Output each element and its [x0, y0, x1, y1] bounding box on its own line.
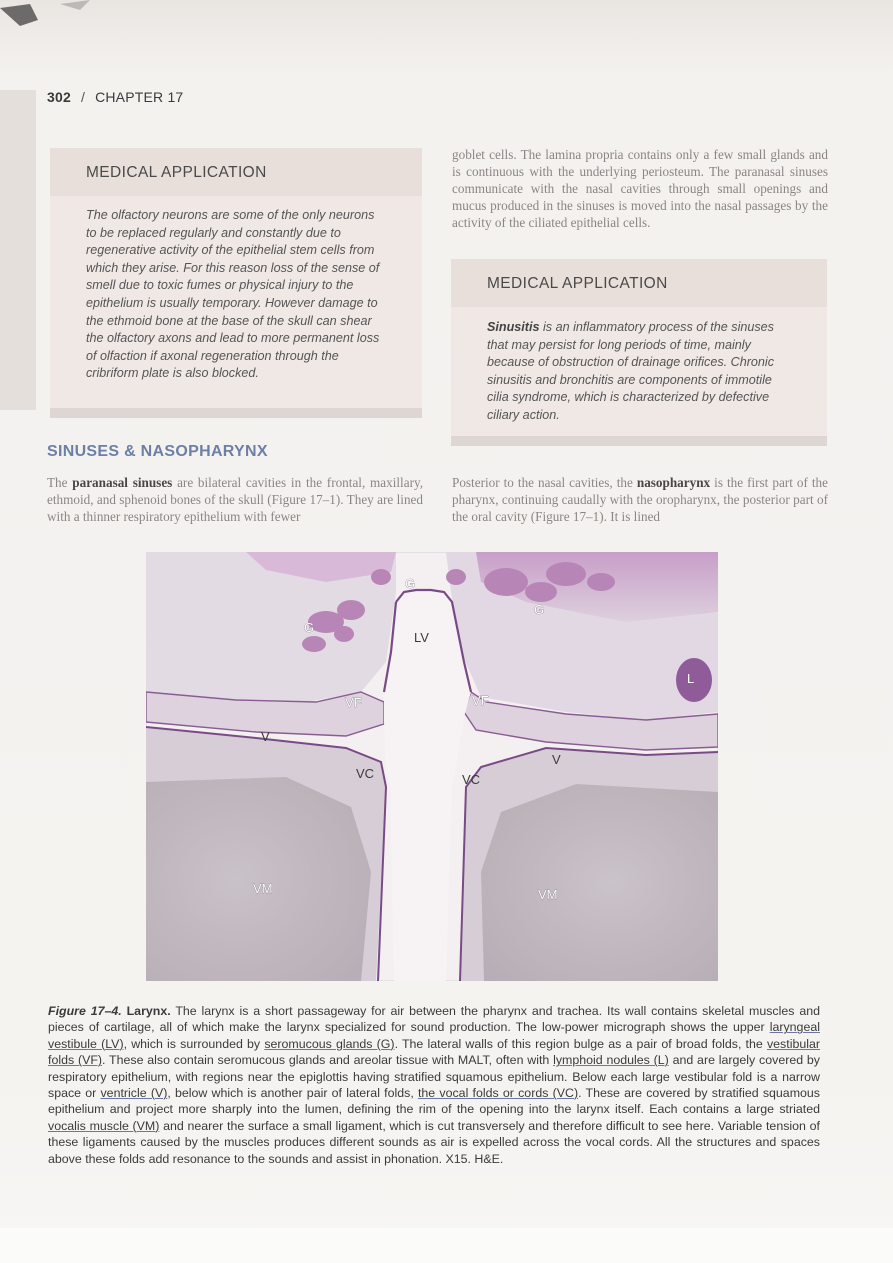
label-VM-right: VM — [538, 887, 558, 902]
box-title: MEDICAL APPLICATION — [86, 164, 267, 181]
medical-application-box-right — [451, 259, 827, 446]
page-bottom-margin — [0, 1228, 893, 1263]
label-VF-right: VF — [472, 693, 489, 708]
chapter-label: CHAPTER 17 — [95, 89, 184, 105]
figure-caption — [48, 1003, 820, 1167]
label-G-top: G — [405, 576, 416, 591]
page-gutter-tab — [0, 90, 36, 410]
nasopharynx-term: nasopharynx — [636, 475, 711, 490]
caption-text: , which is surrounded by — [123, 1036, 265, 1051]
label-G-left: G — [304, 620, 315, 635]
paranasal-term: paranasal sinuses — [72, 475, 173, 490]
label-VC-left: VC — [356, 766, 375, 781]
para-text: are bilateral cavities in the frontal, maxillary, ethmoid, and sphenoid bones of the skull (Figure 17–1). They are lined with a thinner respiratory epithelium with fewer — [47, 475, 423, 524]
nasopharynx-paragraph — [452, 474, 828, 525]
label-LV: LV — [414, 630, 429, 645]
box-title: MEDICAL APPLICATION — [487, 275, 668, 292]
para-text: Posterior to the nasal cavities, the — [452, 475, 637, 490]
figure-title: Larynx. — [126, 1004, 171, 1018]
vocalis-muscle-left — [146, 777, 371, 981]
caption-term-vc: the vocal folds or cords (VC) — [417, 1086, 579, 1101]
para-text: is the first part of the pharynx, continuing caudally with the oropharynx, the posterior part of the oral cavity (Figure 17–1). It is lined — [452, 475, 828, 524]
label-VF-left: VF — [345, 695, 362, 710]
paranasal-paragraph — [47, 474, 423, 525]
section-heading: SINUSES & NASOPHARYNX — [47, 443, 268, 460]
page-number: 302 — [47, 89, 71, 105]
label-V-right: V — [552, 752, 561, 767]
box-bottom-band — [50, 408, 422, 418]
figure-label: Figure 17–4. — [48, 1004, 122, 1018]
caption-text: and are largely covered by respiratory epithelium, with regions near the epiglottis having stratified squamous epithelium. Below each large vestibular fold is a narrow space or — [48, 1053, 820, 1101]
caption-text: . The lateral walls of this region bulge as a pair of broad folds, the — [394, 1036, 767, 1051]
para-text: The — [47, 475, 73, 490]
running-head — [47, 89, 183, 105]
label-VM-left: VM — [253, 881, 273, 896]
box-text — [487, 319, 793, 425]
caption-term-vf: vestibular folds (VF) — [48, 1036, 820, 1068]
scan-corner-mark — [0, 0, 200, 40]
vocalis-muscle-right — [481, 784, 718, 981]
sinusitis-term: Sinusitis — [487, 320, 540, 334]
caption-text: . These also contain seromucous glands and areolar tissue with MALT, often with — [102, 1053, 554, 1068]
caption-term-lv: laryngeal vestibule (LV) — [48, 1020, 820, 1051]
label-VC-right: VC — [462, 772, 481, 787]
caption-text: and nearer the surface a small ligament, which is cut transversely and therefore difficult to see here. Variable tension of these ligaments caused by the muscles produces different sounds as air is expelled across the vocal cords. All the structures and spaces above these folds add resonance to the sounds and assist in phonation. X15. H&E. — [48, 1118, 820, 1166]
caption-text: The larynx is a short passageway for air between the pharynx and trachea. Its wall contains skeletal muscles and pieces of cartilage, all of which make the larynx specialized for sound production. The low-power micrograph shows the upper — [48, 1004, 820, 1035]
caption-text: . These are covered by stratified squamous epithelium and project more sharply into the lumen, defining the rim of the opening into the larynx itself. Each contains a large striated — [48, 1086, 820, 1117]
label-V-left: V — [261, 729, 270, 744]
caption-text: , below which is another pair of lateral folds, — [167, 1086, 418, 1101]
caption-term-v: ventricle (V) — [100, 1086, 168, 1101]
caption-term-g: seromucous glands (G) — [264, 1036, 395, 1051]
right-column-paragraph: goblet cells. The lamina propria contains only a few small glands and is continuous with the underlying periosteum. The paranasal sinuses communicate with the nasal cavities through small openings and mucus produced in the sinuses is moved into the nasal passages by the activity of the ciliated epithelial cells. — [452, 147, 828, 230]
label-G-right: G — [534, 602, 545, 617]
medical-application-box-left — [50, 148, 422, 418]
caption-term-vm: vocalis muscle (VM) — [48, 1118, 160, 1133]
box-bottom-band — [451, 436, 827, 446]
box-text: The olfactory neurons are some of the only neurons to be replaced regularly and constantly due to regenerative activity of the epithelial stem cells from which they arise. For this reason loss of the sense of smell due to toxic fumes or physical injury to the epithelium is usually temporary. However damage to the ethmoid bone at the base of the skull can shear the olfactory axons and lead to more permanent loss of olfaction if axonal regeneration through the cribriform plate is also blocked. — [86, 208, 380, 381]
sinusitis-text: is an inflammatory process of the sinuses that may persist for long periods of time, mainly because of obstruction of drainage orifices. Chronic sinusitis and bronchitis are components of immotile cilia syndrome, which is characterized by defective ciliary action. — [487, 320, 775, 422]
caption-term-l: lymphoid nodules (L) — [553, 1053, 669, 1068]
label-L: L — [687, 671, 695, 686]
larynx-micrograph — [146, 552, 718, 981]
running-head-separator: / — [80, 89, 86, 105]
